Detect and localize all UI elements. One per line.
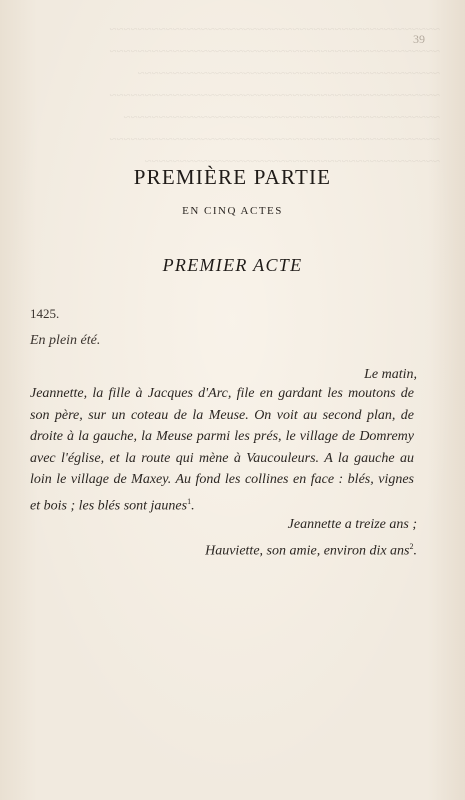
cast-text: Jeannette a treize ans ; — [287, 517, 417, 532]
scene-morning: Le matin, — [364, 367, 417, 382]
stage-line: A la gauche au loin le village de Maxey. Au fond les collines — [30, 450, 414, 488]
stage-line: Domremy avec l'église, et la route qui mène à Vaucouleurs. — [30, 429, 414, 466]
part-title: PREMIÈRE PARTIE — [133, 165, 332, 189]
stage-line: de droite à la gauche, la Meuse parmi les prés, le village de — [30, 407, 415, 445]
cast-end-punct: . — [413, 543, 417, 559]
footnote-marker: 1 — [187, 496, 192, 506]
cast-text: Hauviette, son amie, environ dix ans — [205, 543, 410, 559]
page-number: 39 — [413, 32, 425, 46]
cast-list — [205, 514, 417, 562]
stage-line: Jeannette, la fille à Jacques d'Arc, file en gardant les moutons — [30, 386, 396, 401]
scene-year: 1425. — [30, 306, 60, 321]
cast-item — [205, 514, 417, 536]
act-title: PREMIER ACTE — [162, 255, 303, 275]
stage-line: de son père, sur un coteau de la Meuse. On voit au second plan, — [30, 386, 415, 423]
footnote-marker: 2 — [409, 541, 414, 551]
stage-line: en face : blés, vignes et bois ; les blés sont jaunes — [30, 472, 415, 514]
bleed-through-text: ~~~~~~~~~~~~~~~~~~~~~~~~~~~~~~~~~~~~~~~~~~~~~~~ ~~~~~~~~~~~~~~~~~~~~~~~~~~~~~~~~~~~~~~~~~~~~~~~ ~~~~~~~~~~~~~~~~~~~~~~~~~~~~~~~~~~~~~~~~~~~ ~~~~~~~~~~~~~~~~~~~~~~~~~~~~~~~~~~~~~~~~~~~~~~~ ~~~~~~~~~~~~~~~~~~~~~~~~~~~~~~~~~~~~~~~~~~~~~ ~~~~~~~~~~~~~~~~~~~~~~~~~~~~~~~~~~~~~~~~~~~~~~~ ~~~~~~~~~~~~~~~~~~~~~~~~~~~~~~~~~~~~~~~~~~ — [109, 21, 440, 168]
scene-season: En plein été. — [30, 333, 101, 348]
cast-item — [205, 536, 417, 562]
part-subtitle: EN CINQ ACTES — [182, 205, 283, 217]
stage-direction: Jeannette, la fille à Jacques d'Arc, file en gardant les moutons de son père, sur un coteau de la Meuse. On voit au second plan, de droite à la gauche, la Meuse parmi les prés, le village de Domremy avec l'église, et la route qui mène à Vaucouleurs. A la gauche au loin le village de Maxey. Au fond les collines en face : blés, vignes et bois ; les blés sont jaunes$^1$. — [30, 386, 415, 514]
